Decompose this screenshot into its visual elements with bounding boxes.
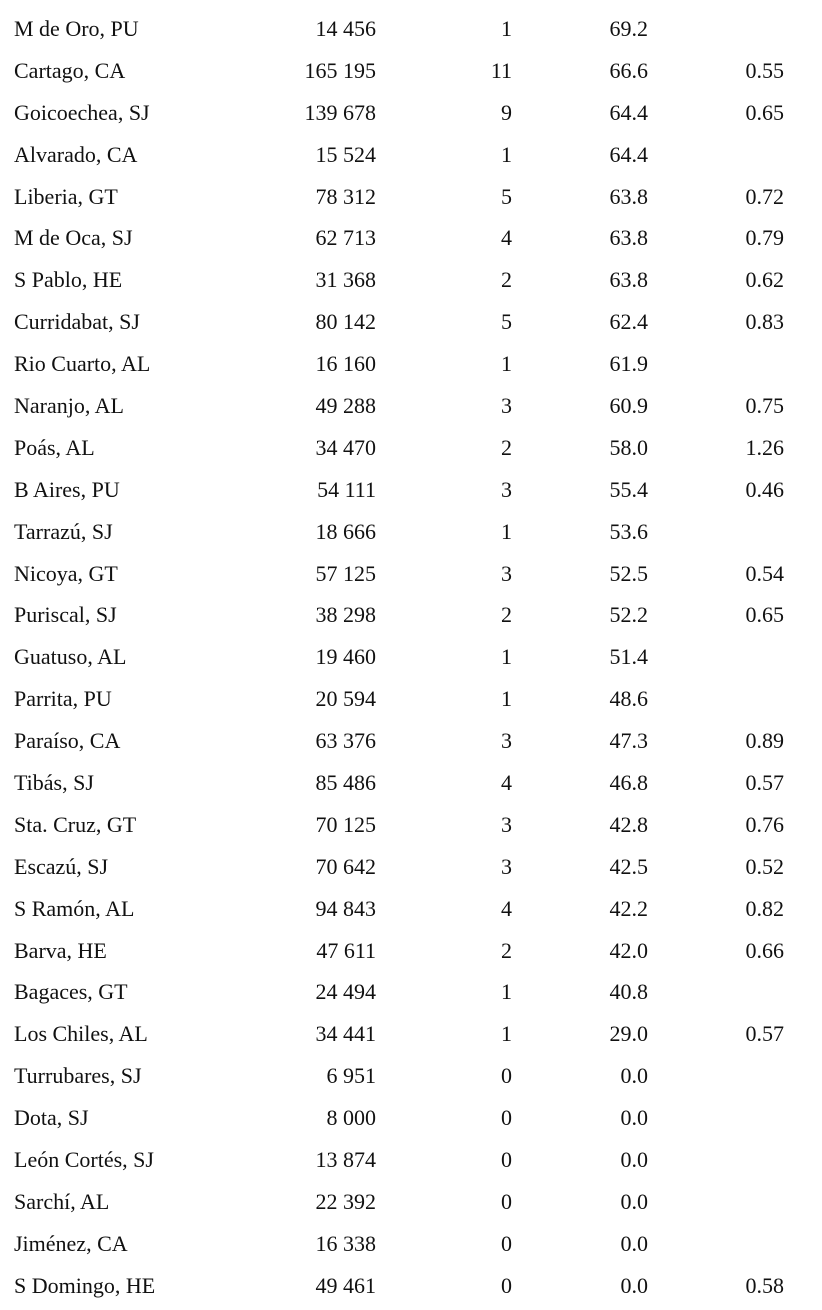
county-name-cell: Cartago, CA bbox=[14, 57, 126, 83]
count-cell: 0 bbox=[501, 1272, 512, 1298]
table-row bbox=[0, 301, 822, 343]
ratio-cell: 0.46 bbox=[745, 476, 784, 502]
table-row bbox=[0, 553, 822, 595]
rate-cell: 42.8 bbox=[609, 811, 648, 837]
table-row bbox=[0, 804, 822, 846]
ratio-cell: 0.76 bbox=[745, 811, 784, 837]
population-cell: 139 678 bbox=[304, 99, 376, 125]
rate-cell: 29.0 bbox=[609, 1021, 648, 1047]
ratio-cell: 0.82 bbox=[745, 895, 784, 921]
population-cell: 70 642 bbox=[315, 853, 376, 879]
county-name-cell: M de Oro, PU bbox=[14, 16, 139, 41]
table-row bbox=[0, 1265, 822, 1307]
rate-cell: 55.4 bbox=[609, 476, 648, 502]
population-cell: 16 338 bbox=[315, 1230, 376, 1256]
population-cell: 49 288 bbox=[315, 393, 376, 419]
county-name-cell: Rio Cuarto, AL bbox=[14, 351, 151, 377]
table-row bbox=[0, 762, 822, 804]
population-cell: 6 951 bbox=[326, 1063, 376, 1089]
table-row bbox=[0, 636, 822, 678]
population-cell: 85 486 bbox=[315, 770, 376, 796]
rate-cell: 53.6 bbox=[609, 518, 648, 544]
table-row bbox=[0, 930, 822, 972]
count-cell: 1 bbox=[501, 518, 512, 544]
county-name-cell: Nicoya, GT bbox=[14, 560, 118, 586]
population-cell: 80 142 bbox=[315, 309, 376, 335]
county-name-cell: Paraíso, CA bbox=[14, 728, 121, 754]
count-cell: 4 bbox=[501, 225, 512, 251]
rate-cell: 69.2 bbox=[609, 16, 648, 41]
count-cell: 1 bbox=[501, 1021, 512, 1047]
table-row bbox=[0, 511, 822, 553]
population-cell: 165 195 bbox=[304, 57, 376, 83]
population-cell: 78 312 bbox=[315, 183, 376, 209]
rate-cell: 40.8 bbox=[609, 979, 648, 1005]
county-name-cell: Turrubares, SJ bbox=[14, 1063, 142, 1089]
ratio-cell: 0.57 bbox=[745, 1021, 784, 1047]
county-name-cell: Los Chiles, AL bbox=[14, 1021, 148, 1047]
count-cell: 1 bbox=[501, 16, 512, 41]
table-row bbox=[0, 1055, 822, 1097]
count-cell: 3 bbox=[501, 728, 512, 754]
population-cell: 49 461 bbox=[315, 1272, 376, 1298]
county-name-cell: León Cortés, SJ bbox=[14, 1147, 154, 1173]
ratio-cell: 0.54 bbox=[745, 560, 784, 586]
rate-cell: 0.0 bbox=[620, 1230, 648, 1256]
count-cell: 5 bbox=[501, 183, 512, 209]
rate-cell: 51.4 bbox=[609, 644, 648, 670]
count-cell: 0 bbox=[501, 1230, 512, 1256]
county-name-cell: Puriscal, SJ bbox=[14, 602, 117, 628]
rate-cell: 47.3 bbox=[609, 728, 648, 754]
data-table bbox=[0, 8, 822, 1307]
county-name-cell: Guatuso, AL bbox=[14, 644, 127, 670]
ratio-cell: 0.83 bbox=[745, 309, 784, 335]
population-cell: 34 470 bbox=[315, 434, 376, 460]
count-cell: 9 bbox=[501, 99, 512, 125]
rate-cell: 62.4 bbox=[609, 309, 648, 335]
population-cell: 94 843 bbox=[315, 895, 376, 921]
population-cell: 24 494 bbox=[315, 979, 376, 1005]
ratio-cell: 0.57 bbox=[745, 770, 784, 796]
count-cell: 3 bbox=[501, 853, 512, 879]
table-row bbox=[0, 176, 822, 218]
county-name-cell: Dota, SJ bbox=[14, 1105, 89, 1131]
rate-cell: 52.5 bbox=[609, 560, 648, 586]
population-cell: 47 611 bbox=[316, 937, 376, 963]
count-cell: 0 bbox=[501, 1188, 512, 1214]
population-cell: 57 125 bbox=[315, 560, 376, 586]
table-row bbox=[0, 385, 822, 427]
count-cell: 5 bbox=[501, 309, 512, 335]
ratio-cell: 0.89 bbox=[745, 728, 784, 754]
county-name-cell: Naranjo, AL bbox=[14, 393, 124, 419]
ratio-cell: 1.26 bbox=[745, 434, 784, 460]
rate-cell: 0.0 bbox=[620, 1105, 648, 1131]
rate-cell: 61.9 bbox=[609, 351, 648, 377]
population-cell: 63 376 bbox=[315, 728, 376, 754]
population-cell: 16 160 bbox=[315, 351, 376, 377]
count-cell: 3 bbox=[501, 560, 512, 586]
county-name-cell: Parrita, PU bbox=[14, 686, 112, 712]
count-cell: 4 bbox=[501, 895, 512, 921]
ratio-cell: 0.58 bbox=[745, 1272, 784, 1298]
count-cell: 0 bbox=[501, 1063, 512, 1089]
county-name-cell: Liberia, GT bbox=[14, 183, 118, 209]
ratio-cell: 0.65 bbox=[745, 602, 784, 628]
rate-cell: 63.8 bbox=[609, 225, 648, 251]
table-row bbox=[0, 720, 822, 762]
rate-cell: 58.0 bbox=[609, 434, 648, 460]
county-name-cell: Escazú, SJ bbox=[14, 853, 109, 879]
count-cell: 3 bbox=[501, 811, 512, 837]
county-name-cell: Poás, AL bbox=[14, 434, 95, 460]
count-cell: 1 bbox=[501, 351, 512, 377]
table-row bbox=[0, 217, 822, 259]
ratio-cell: 0.55 bbox=[745, 57, 784, 83]
table-row bbox=[0, 134, 822, 176]
table-row bbox=[0, 1223, 822, 1265]
population-cell: 31 368 bbox=[315, 267, 376, 293]
count-cell: 11 bbox=[490, 57, 512, 83]
population-cell: 13 874 bbox=[315, 1147, 376, 1173]
county-name-cell: Tarrazú, SJ bbox=[14, 518, 113, 544]
county-name-cell: B Aires, PU bbox=[14, 476, 120, 502]
table-row bbox=[0, 1181, 822, 1223]
count-cell: 2 bbox=[501, 267, 512, 293]
rate-cell: 63.8 bbox=[609, 183, 648, 209]
ratio-cell: 0.75 bbox=[745, 393, 784, 419]
population-cell: 8 000 bbox=[326, 1105, 376, 1131]
count-cell: 3 bbox=[501, 476, 512, 502]
count-cell: 1 bbox=[501, 686, 512, 712]
table-row bbox=[0, 971, 822, 1013]
ratio-cell: 0.62 bbox=[745, 267, 784, 293]
ratio-cell: 0.52 bbox=[745, 853, 784, 879]
county-name-cell: Bagaces, GT bbox=[14, 979, 128, 1005]
county-name-cell: Goicoechea, SJ bbox=[14, 99, 150, 125]
county-name-cell: Sta. Cruz, GT bbox=[14, 811, 137, 837]
population-cell: 38 298 bbox=[315, 602, 376, 628]
count-cell: 0 bbox=[501, 1147, 512, 1173]
table-row bbox=[0, 50, 822, 92]
count-cell: 2 bbox=[501, 937, 512, 963]
ratio-cell: 0.79 bbox=[745, 225, 784, 251]
rate-cell: 66.6 bbox=[609, 57, 648, 83]
rate-cell: 52.2 bbox=[609, 602, 648, 628]
table-row bbox=[0, 343, 822, 385]
table-row bbox=[0, 846, 822, 888]
rate-cell: 0.0 bbox=[620, 1272, 648, 1298]
rate-cell: 0.0 bbox=[620, 1188, 648, 1214]
ratio-cell: 0.72 bbox=[745, 183, 784, 209]
rate-cell: 42.0 bbox=[609, 937, 648, 963]
population-cell: 15 524 bbox=[315, 141, 376, 167]
rate-cell: 46.8 bbox=[609, 770, 648, 796]
table-row bbox=[0, 888, 822, 930]
count-cell: 1 bbox=[501, 141, 512, 167]
rate-cell: 64.4 bbox=[609, 141, 648, 167]
county-name-cell: Tibás, SJ bbox=[14, 770, 94, 796]
rate-cell: 64.4 bbox=[609, 99, 648, 125]
table-row bbox=[0, 1013, 822, 1055]
population-cell: 54 111 bbox=[317, 476, 376, 502]
county-name-cell: Jiménez, CA bbox=[14, 1230, 128, 1256]
count-cell: 3 bbox=[501, 393, 512, 419]
table-row bbox=[0, 1139, 822, 1181]
county-name-cell: Barva, HE bbox=[14, 937, 107, 963]
county-name-cell: S Ramón, AL bbox=[14, 895, 135, 921]
ratio-cell: 0.65 bbox=[745, 99, 784, 125]
population-cell: 34 441 bbox=[315, 1021, 376, 1047]
population-cell: 62 713 bbox=[315, 225, 376, 251]
table-row bbox=[0, 259, 822, 301]
count-cell: 1 bbox=[501, 644, 512, 670]
county-name-cell: Curridabat, SJ bbox=[14, 309, 140, 335]
ratio-cell: 0.66 bbox=[745, 937, 784, 963]
rate-cell: 42.5 bbox=[609, 853, 648, 879]
table-row bbox=[0, 678, 822, 720]
population-cell: 22 392 bbox=[315, 1188, 376, 1214]
table-row bbox=[0, 8, 822, 50]
count-cell: 2 bbox=[501, 434, 512, 460]
population-cell: 70 125 bbox=[315, 811, 376, 837]
population-cell: 14 456 bbox=[315, 16, 376, 41]
rate-cell: 60.9 bbox=[609, 393, 648, 419]
count-cell: 2 bbox=[501, 602, 512, 628]
table-row bbox=[0, 92, 822, 134]
table-row bbox=[0, 469, 822, 511]
rate-cell: 0.0 bbox=[620, 1147, 648, 1173]
county-name-cell: M de Oca, SJ bbox=[14, 225, 133, 251]
county-name-cell: Alvarado, CA bbox=[14, 141, 138, 167]
county-name-cell: S Domingo, HE bbox=[14, 1272, 156, 1298]
county-name-cell: S Pablo, HE bbox=[14, 267, 123, 293]
population-cell: 19 460 bbox=[315, 644, 376, 670]
count-cell: 4 bbox=[501, 770, 512, 796]
table-row bbox=[0, 1097, 822, 1139]
table-row bbox=[0, 427, 822, 469]
rate-cell: 48.6 bbox=[609, 686, 648, 712]
population-cell: 20 594 bbox=[315, 686, 376, 712]
count-cell: 1 bbox=[501, 979, 512, 1005]
rate-cell: 42.2 bbox=[609, 895, 648, 921]
table-row bbox=[0, 594, 822, 636]
rate-cell: 0.0 bbox=[620, 1063, 648, 1089]
population-cell: 18 666 bbox=[315, 518, 376, 544]
rate-cell: 63.8 bbox=[609, 267, 648, 293]
county-name-cell: Sarchí, AL bbox=[14, 1188, 110, 1214]
count-cell: 0 bbox=[501, 1105, 512, 1131]
